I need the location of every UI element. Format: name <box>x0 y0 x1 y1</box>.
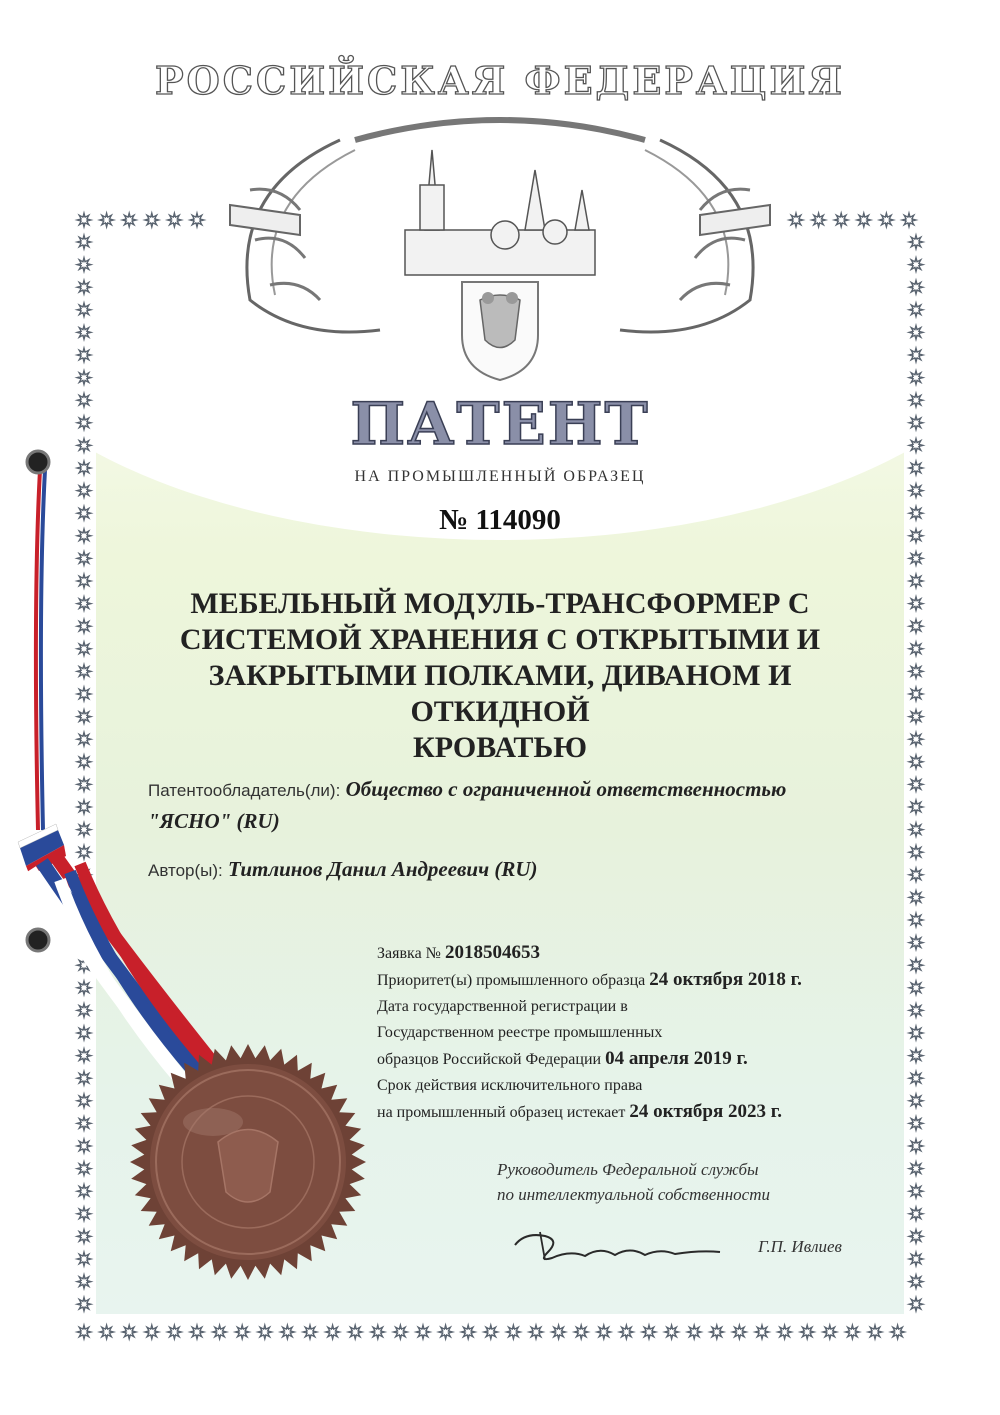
application-label: Заявка № <box>377 945 441 962</box>
reg-label-line1: Дата государственной регистрации в <box>377 998 628 1015</box>
expiry-date: 24 октября 2023 г. <box>629 1101 782 1122</box>
seal-emblem <box>218 1130 278 1203</box>
design-title-line: КРОВАТЬЮ <box>412 731 587 764</box>
application-number: 2018504653 <box>444 942 540 963</box>
patent-number: № 114090 <box>439 504 561 536</box>
expiry-label-line2: на промышленный образец истекает <box>377 1104 626 1121</box>
document-type-title: ПАТЕНТ <box>350 390 650 458</box>
reg-label-line2: Государственном реестре промышленных <box>377 1024 663 1041</box>
author-value: Титлинов Данил Андреевич (RU) <box>228 857 538 881</box>
signatory-title-line1: Руководитель Федеральной службы <box>497 1160 759 1179</box>
document-subtype: НА ПРОМЫШЛЕННЫЙ ОБРАЗЕЦ <box>354 468 646 485</box>
holder-value-line2: "ЯСНО" (RU) <box>148 809 280 833</box>
holder-label: Патентообладатель(ли): <box>148 781 341 800</box>
expiry-label-line1: Срок действия исключительного права <box>377 1077 643 1094</box>
holder-value-line1: Общество с ограниченной ответственностью <box>345 777 787 801</box>
priority-date: 24 октября 2018 г. <box>649 969 802 990</box>
signatory-title-line2: по интеллектуальной собственности <box>497 1185 770 1204</box>
signatory-name: Г.П. Ивлиев <box>758 1237 842 1256</box>
design-title-line: СИСТЕМОЙ ХРАНЕНИЯ С ОТКРЫТЫМИ И <box>179 623 821 656</box>
registration-date: 04 апреля 2019 г. <box>605 1048 748 1069</box>
country-title: РОССИЙСКАЯ ФЕДЕРАЦИЯ <box>155 58 845 103</box>
design-title-line: МЕБЕЛЬНЫЙ МОДУЛЬ-ТРАНСФОРМЕР С <box>190 587 810 620</box>
priority-label: Приоритет(ы) промышленного образца <box>377 972 646 989</box>
seal-highlight <box>183 1108 243 1136</box>
reg-label-line3: образцов Российской Федерации <box>377 1051 602 1068</box>
design-title-line: ЗАКРЫТЫМИ ПОЛКАМИ, ДИВАНОМ И ОТКИДНОЙ <box>208 659 792 728</box>
author-label: Автор(ы): <box>148 861 223 880</box>
